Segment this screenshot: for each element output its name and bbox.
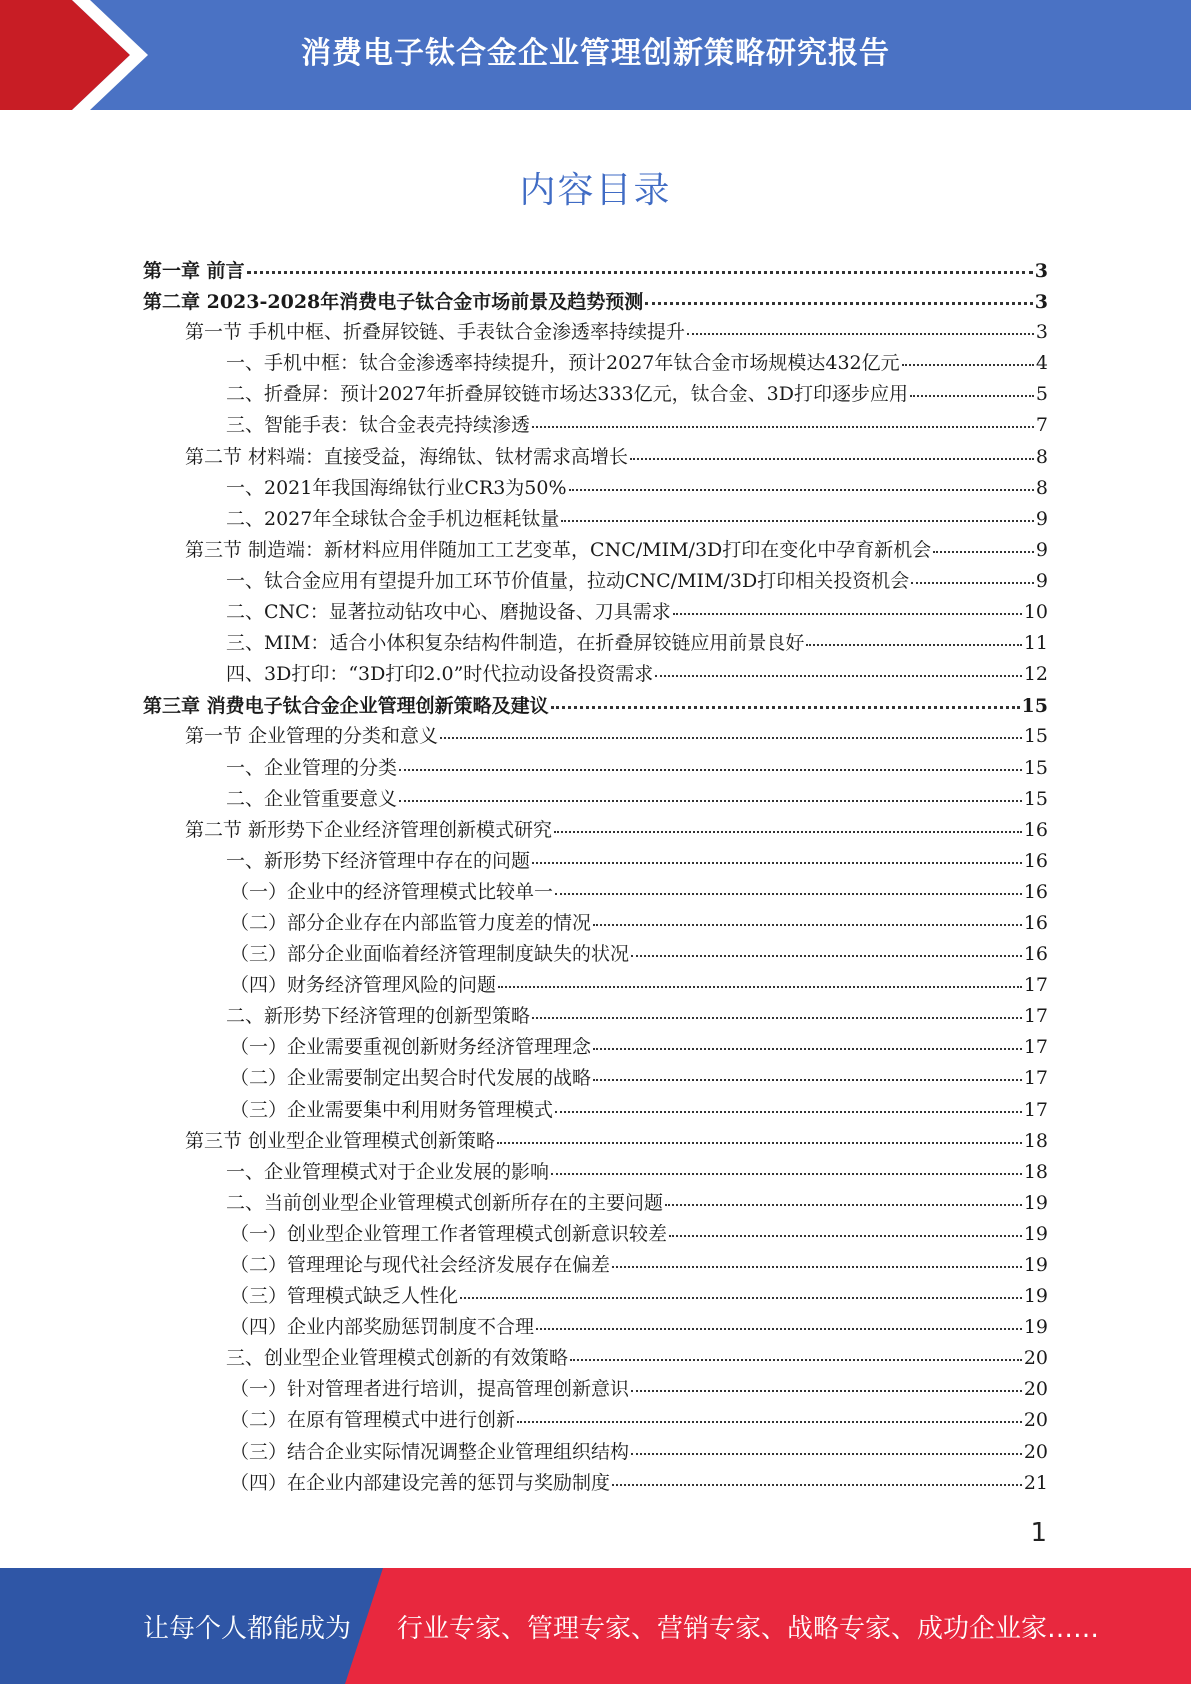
toc-entry-title: 第二章 2023-2028年消费电子钛合金市场前景及趋势预测 [143,291,644,314]
toc-entry-title: （二）在原有管理模式中进行创新 [230,1409,516,1432]
toc-heading: 内容目录 [519,170,672,211]
toc-entry-title: （二）管理理论与现代社会经济发展存在偏差 [230,1254,611,1276]
toc-leader-dots [532,407,1034,428]
toc-entry-title: 三、MIM：适合小体积复杂结构件制造，在折叠屏铰链应用前景良好 [226,632,805,655]
toc-entry-title: （三）部分企业面临着经济管理制度缺失的状况 [230,943,630,966]
toc-leader-dots [902,345,1034,366]
toc-leader-dots [631,936,1022,957]
toc-leader-dots [532,998,1022,1019]
toc-entry-title: 一、钛合金应用有望提升加工环节价值量，拉动CNC/MIM/3D打印相关投资机会 [226,569,910,592]
toc-entry[interactable] [143,1468,1048,1499]
toc-entry-page: 17 [1023,974,1048,997]
toc-entry-title: 第二节 材料端：直接受益，海绵钛、钛材需求高增长 [185,445,629,468]
toc-entry[interactable] [143,348,1048,379]
toc-entry[interactable] [143,846,1048,877]
toc-entry-page: 15 [1023,787,1048,810]
toc-entry-page: 3 [1034,291,1048,314]
toc-leader-dots [536,1309,1022,1330]
toc-leader-dots [532,843,1022,864]
toc-leader-dots [561,501,1034,522]
toc-entry-page: 9 [1035,569,1048,592]
toc-entry-page: 19 [1023,1191,1048,1214]
toc-leader-dots [555,874,1022,895]
toc-entry-page: 20 [1023,1347,1048,1370]
toc-leader-dots [517,1402,1022,1423]
toc-entry-page: 8 [1035,445,1048,468]
toc-leader-dots [399,750,1022,771]
footer-slogan-right: 行业专家、管理专家、营销专家、战略专家、成功企业家…… [397,1613,1100,1644]
toc-entry[interactable] [143,1188,1048,1219]
toc-leader-dots [687,314,1034,335]
toc-entry[interactable] [143,1032,1048,1063]
toc-entry[interactable] [143,1095,1048,1126]
toc-leader-dots [911,563,1034,584]
toc-entry-page: 12 [1023,663,1048,686]
toc-entry-page: 17 [1023,1036,1048,1059]
toc-entry[interactable] [143,908,1048,939]
toc-entry-title: 二、当前创业型企业管理模式创新所存在的主要问题 [226,1191,664,1214]
toc-entry-title: 第三节 创业型企业管理模式创新策略 [185,1129,496,1152]
toc-entry-title: 第二节 新形势下企业经济管理创新模式研究 [185,818,553,841]
toc-leader-dots [645,283,1033,305]
toc-leader-dots [399,781,1022,802]
toc-leader-dots [631,1434,1022,1455]
toc-entry-page: 3 [1035,321,1048,344]
toc-entry-page: 15 [1021,695,1048,718]
toc-entry[interactable] [143,690,1048,721]
toc-entry[interactable] [143,1157,1048,1188]
toc-entry-title: 第三章 消费电子钛合金企业管理创新策略及建议 [143,695,549,718]
toc-entry-title: （二）企业需要制定出契合时代发展的战略 [230,1067,592,1090]
header-band [0,0,1191,110]
toc-entry-page: 20 [1023,1440,1048,1463]
toc-leader-dots [612,1465,1022,1486]
toc-entry-title: 一、企业管理的分类 [226,756,398,779]
toc-leader-dots [655,656,1022,677]
toc-entry-page: 15 [1023,725,1048,748]
toc-entry-title: 一、2021年我国海绵钛行业CR3为50% [226,476,567,499]
toc-entry[interactable] [143,628,1048,659]
toc-entry-page: 17 [1023,1005,1048,1028]
toc-entry[interactable] [143,784,1048,815]
toc-entry-title: 三、智能手表：钛合金表壳持续渗透 [226,414,531,437]
toc-entry-title: 三、创业型企业管理模式创新的有效策略 [226,1347,569,1370]
toc-entry[interactable] [143,473,1048,504]
toc-entry[interactable] [143,317,1048,348]
toc-entry-title: （一）企业需要重视创新财务经济管理理念 [230,1036,592,1059]
toc-entry[interactable] [143,939,1048,970]
toc-leader-dots [612,1247,1022,1268]
toc-leader-dots [631,1371,1022,1392]
page-number: 1 [1030,1518,1047,1548]
toc-entry-title: （一）企业中的经济管理模式比较单一 [230,880,554,903]
toc-entry-page: 8 [1035,476,1048,499]
toc-entry-title: （四）财务经济管理风险的问题 [230,974,497,997]
toc-entry-title: （二）部分企业存在内部监管力度差的情况 [230,911,592,934]
toc-leader-dots [554,812,1022,833]
toc-leader-dots [669,1216,1022,1237]
toc-leader-dots [806,625,1021,646]
toc-entry-title: 二、折叠屏：预计2027年折叠屏铰链市场达333亿元，钛合金、3D打印逐步应用 [226,383,908,406]
toc-entry-title: （三）结合企业实际情况调整企业管理组织结构 [230,1440,630,1463]
toc-leader-dots [593,1060,1022,1081]
toc-entry[interactable] [143,1405,1048,1436]
toc-entry-title: 一、企业管理模式对于企业发展的影响 [226,1160,550,1183]
toc-entry[interactable] [143,1219,1048,1250]
toc-entry-page: 18 [1023,1129,1048,1152]
toc-entry[interactable] [143,379,1048,410]
toc-leader-dots [551,1154,1022,1175]
toc-entry[interactable] [143,597,1048,628]
toc-entry[interactable] [143,1312,1048,1343]
toc-entry-page: 11 [1023,632,1048,655]
toc-entry-title: 第一节 手机中框、折叠屏铰链、手表钛合金渗透率持续提升 [185,321,686,344]
toc-leader-dots [569,470,1034,491]
table-of-contents [143,255,1048,1499]
toc-entry-title: （四）在企业内部建设完善的惩罚与奖励制度 [230,1471,611,1494]
toc-entry-title: 第三节 制造端：新材料应用伴随加工工艺变革，CNC/MIM/3D打印在变化中孕育新机会 [185,538,932,561]
toc-entry-title: 一、手机中框：钛合金渗透率持续提升，预计2027年钛合金市场规模达432亿元 [226,352,900,375]
toc-entry[interactable] [143,1126,1048,1157]
toc-entry-page: 16 [1023,849,1048,872]
toc-entry-title: （一）创业型企业管理工作者管理模式创新意识较差 [230,1222,668,1245]
toc-entry[interactable] [143,286,1048,317]
toc-entry-page: 17 [1023,1067,1048,1090]
toc-entry[interactable] [143,877,1048,908]
toc-entry-page: 16 [1023,943,1048,966]
toc-leader-dots [593,905,1022,926]
toc-entry-page: 19 [1023,1222,1048,1245]
toc-entry-page: 20 [1023,1409,1048,1432]
toc-leader-dots [498,967,1022,988]
toc-entry-title: 第一章 前言 [143,260,245,282]
toc-entry-title: （一）针对管理者进行培训，提高管理创新意识 [230,1378,630,1401]
toc-entry-title: （四）企业内部奖励惩罚制度不合理 [230,1316,535,1339]
toc-entry[interactable] [143,442,1048,473]
toc-entry-page: 10 [1023,601,1048,624]
toc-entry[interactable] [143,566,1048,597]
toc-entry-page: 4 [1035,352,1048,375]
toc-entry[interactable] [143,815,1048,846]
toc-leader-dots [593,1029,1022,1050]
toc-leader-dots [630,439,1034,460]
toc-entry-title: 二、新形势下经济管理的创新型策略 [226,1005,531,1028]
footer-band [0,1568,1191,1684]
toc-leader-dots [247,252,1033,274]
toc-entry[interactable] [143,1250,1048,1281]
toc-entry-page: 3 [1034,260,1048,282]
toc-entry-page: 5 [1035,383,1048,406]
toc-entry-page: 17 [1023,1098,1048,1121]
toc-entry-title: 一、新形势下经济管理中存在的问题 [226,849,531,872]
toc-leader-dots [497,1123,1022,1144]
toc-entry[interactable] [143,721,1048,752]
toc-entry[interactable] [143,1281,1048,1312]
toc-entry[interactable] [143,1343,1048,1374]
toc-entry[interactable] [143,504,1048,535]
toc-leader-dots [673,594,1022,615]
toc-entry-page: 19 [1023,1254,1048,1276]
toc-entry[interactable] [143,255,1048,286]
toc-entry[interactable] [143,535,1048,566]
toc-entry-page: 21 [1023,1471,1048,1494]
toc-entry-page: 7 [1035,414,1048,437]
toc-entry[interactable] [143,1063,1048,1094]
toc-entry-title: 四、3D打印：“3D打印2.0”时代拉动设备投资需求 [226,663,654,686]
toc-entry-page: 16 [1023,818,1048,841]
toc-entry-title: （三）管理模式缺乏人性化 [230,1285,459,1308]
toc-entry-title: 二、2027年全球钛合金手机边框耗钛量 [226,507,560,530]
toc-entry-page: 18 [1023,1160,1048,1183]
toc-leader-dots [665,1185,1022,1206]
toc-leader-dots [570,1340,1022,1361]
toc-leader-dots [933,532,1034,553]
toc-entry-page: 9 [1035,507,1048,530]
toc-leader-dots [460,1278,1022,1299]
toc-entry-page: 19 [1023,1316,1048,1339]
toc-entry-page: 15 [1023,756,1048,779]
toc-leader-dots [910,376,1034,397]
toc-entry[interactable] [143,1001,1048,1032]
toc-entry-title: （三）企业需要集中利用财务管理模式 [230,1098,554,1121]
toc-entry-title: 二、企业管重要意义 [226,787,398,810]
toc-entry[interactable] [143,1437,1048,1468]
toc-entry[interactable] [143,410,1048,441]
footer-slogan-left: 让每个人都能成为 [143,1613,352,1644]
toc-entry[interactable] [143,970,1048,1001]
toc-entry-title: 二、CNC：显著拉动钻攻中心、磨抛设备、刀具需求 [226,601,671,624]
toc-entry-page: 16 [1023,911,1048,934]
toc-entry[interactable] [143,1374,1048,1405]
toc-entry-title: 第一节 企业管理的分类和意义 [185,725,439,748]
report-title: 消费电子钛合金企业管理创新策略研究报告 [301,36,890,71]
toc-entry[interactable] [143,753,1048,784]
toc-entry-page: 9 [1035,538,1048,561]
toc-leader-dots [555,1092,1022,1113]
toc-leader-dots [551,687,1020,709]
toc-entry-page: 16 [1023,880,1048,903]
toc-entry-page: 20 [1023,1378,1048,1401]
toc-entry[interactable] [143,659,1048,690]
toc-leader-dots [440,718,1022,739]
toc-entry-page: 19 [1023,1285,1048,1308]
